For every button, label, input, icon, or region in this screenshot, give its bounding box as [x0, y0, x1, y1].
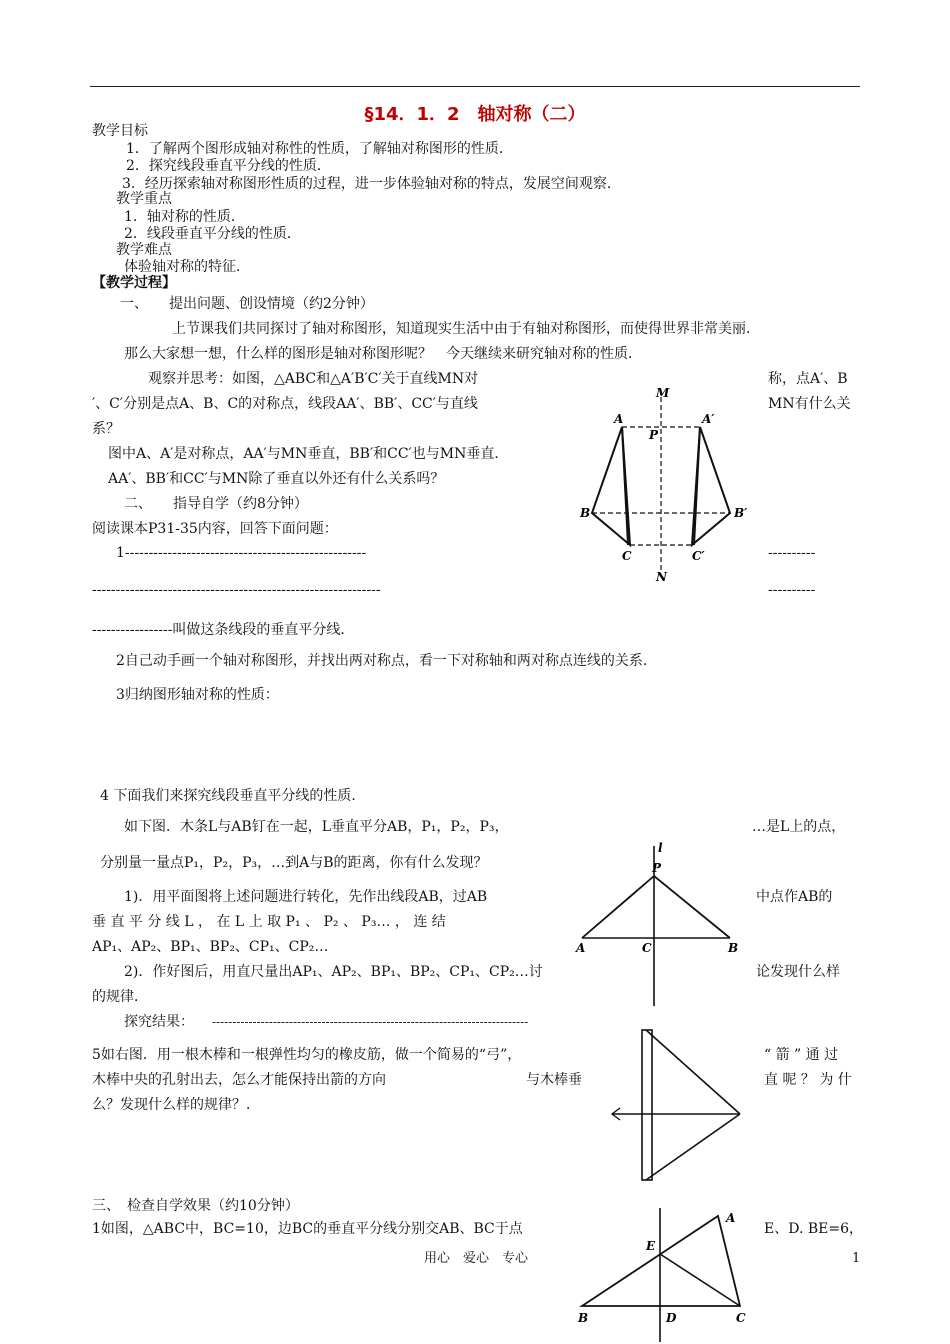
- blank-line: -----------------: [92, 622, 173, 638]
- blank-line: ---------------------------------------------------: [124, 545, 367, 561]
- bow-figure: [600, 1026, 750, 1186]
- question-3: 3归纳图形轴对称的性质：: [116, 687, 279, 703]
- question-4-step: 中点作AB的: [756, 889, 833, 905]
- question-4-step: 的规律．: [92, 989, 148, 1005]
- question-4-paragraph: …是L上的点，: [752, 819, 846, 835]
- question-4-step: 1)．用平面图将上述问题进行转化，先作出线段AB，过AB: [124, 889, 488, 905]
- question-4-step: 垂 直 平 分 线 L ， 在 L 上 取 P₁ 、 P₂ 、 P₃… ， 连 结: [92, 914, 446, 930]
- question-5: 木棒中央的孔射出去，怎么才能保持出箭的方向: [92, 1072, 386, 1088]
- symmetry-figure-abc: [578, 385, 758, 585]
- difficulty-item: 体验轴对称的特征．: [124, 259, 250, 275]
- blank-line: ------------------------------------------------------------------------------: [212, 1015, 529, 1029]
- difficulty-heading: 教学难点: [116, 242, 172, 258]
- label-a: A: [726, 1211, 736, 1225]
- goal-item: 2．探究线段垂直平分线的性质．: [126, 158, 331, 174]
- question-5: “ 箭 ” 通 过: [764, 1047, 839, 1063]
- blank-line: ----------: [768, 582, 816, 598]
- section3-paragraph: E、D. BE=6，: [764, 1221, 863, 1237]
- label-a-prime: A′: [702, 412, 715, 426]
- label-e: E: [646, 1239, 656, 1253]
- label-d: D: [666, 1311, 677, 1325]
- label-b: B: [728, 941, 739, 955]
- label-l: l: [658, 841, 663, 855]
- label-c: C: [642, 941, 652, 955]
- question-4-step: 2)．作好图后，用直尺量出AP₁、AP₂、BP₁、BP₂、CP₁、CP₂…讨: [124, 964, 543, 980]
- header-rule: [90, 86, 860, 87]
- section1-paragraph: 观察并思考：如图，△ABC和△A′B′C′关于直线MN对: [148, 371, 479, 387]
- goals-heading: 教学目标: [92, 123, 148, 139]
- section1-paragraph: 图中A、A′是对称点，AA′与MN垂直，BB′和CC′也与MN垂直．: [108, 446, 509, 462]
- section1-paragraph: 上节课我们共同探讨了轴对称图形，知道现实生活中由于有轴对称图形，而使得世界非常美丽．: [172, 321, 760, 337]
- goal-item: 3．经历探索轴对称图形性质的过程，进一步体验轴对称的特点，发展空间观察．: [122, 176, 621, 192]
- section3-heading: 三、 检查自学效果（约10分钟）: [92, 1198, 299, 1214]
- label-a: A: [614, 412, 624, 426]
- goal-item: 1．了解两个图形成轴对称性的性质，了解轴对称图形的性质．: [126, 141, 513, 157]
- section2-heading: 二、 指导自学（约8分钟）: [124, 496, 308, 512]
- label-m: M: [656, 386, 670, 400]
- label-b-prime: B′: [734, 506, 748, 520]
- question-1-text: 叫做这条线段的垂直平分线．: [172, 622, 355, 638]
- label-c: C: [622, 549, 632, 563]
- blank-line: -------------------------------------------------------------: [92, 582, 381, 598]
- perpendicular-bisector-figure: [572, 838, 742, 1008]
- section1-paragraph: 系？: [92, 421, 120, 437]
- key-point-item: 2．线段垂直平分线的性质．: [124, 226, 301, 242]
- question-4-paragraph: 分别量一量点P₁，P₂，P₃，…到A与B的距离，你有什么发现？: [100, 855, 488, 871]
- question-1-blank: [116, 544, 366, 562]
- question-4-step: AP₁、AP₂、BP₁、BP₂、CP₁、CP₂…: [92, 939, 329, 955]
- question-5: 么？发现什么样的规律？．: [92, 1097, 260, 1113]
- section3-paragraph: 1如图，△ABC中，BC=10，边BC的垂直平分线分别交AB、BC于点: [92, 1221, 523, 1237]
- label-a: A: [576, 941, 586, 955]
- key-points-heading: 教学重点: [116, 191, 172, 207]
- blank-line: ----------: [768, 545, 816, 561]
- question-1-number: 1: [116, 545, 125, 561]
- label-b: B: [580, 506, 591, 520]
- question-4-step: 论发现什么样: [756, 964, 840, 980]
- section1-paragraph: 那么大家想一想，什么样的图形是轴对称图形呢？ 今天继续来研究轴对称的性质．: [124, 346, 642, 362]
- label-c-prime: C′: [692, 549, 705, 563]
- section1-paragraph: 称，点A′、B: [768, 371, 848, 387]
- label-b: B: [578, 1311, 589, 1325]
- label-p: P: [652, 861, 662, 875]
- key-point-item: 1．轴对称的性质．: [124, 209, 245, 225]
- page-title: §14．1．2 轴对称（二）: [364, 104, 586, 125]
- reading-instruction: 阅读课本P31-35内容，回答下面问题：: [92, 521, 338, 537]
- label-p: P: [649, 428, 659, 442]
- question-5: 5如右图．用一根木棒和一根弹性均匀的橡皮筋，做一个简易的“弓”，: [92, 1047, 522, 1063]
- section1-paragraph: ′、C′分别是点A、B、C的对称点，线段AA′、BB′、CC′与直线: [92, 396, 478, 412]
- question-4-paragraph: 如下图．木条L与AB钉在一起，L垂直平分AB，P₁，P₂，P₃，: [124, 819, 509, 835]
- section1-heading: 一、 提出问题、创设情境（约2分钟）: [120, 296, 374, 312]
- process-heading: 【教学过程】: [92, 275, 176, 291]
- question-1-end: [92, 621, 354, 639]
- label-c: C: [736, 1311, 746, 1325]
- triangle-abc-figure: [572, 1204, 760, 1344]
- page-number: 1: [852, 1251, 861, 1266]
- section1-paragraph: AA′、BB′和CC′与MN除了垂直以外还有什么关系吗？: [108, 471, 445, 487]
- question-5: 与木棒垂: [526, 1072, 582, 1088]
- label-n: N: [656, 570, 667, 584]
- question-4: 4 下面我们来探究线段垂直平分线的性质．: [100, 788, 366, 804]
- result-label: 探究结果：: [124, 1014, 194, 1030]
- section1-paragraph: MN有什么关: [768, 396, 851, 412]
- question-2: 2自己动手画一个轴对称图形，并找出两对称点，看一下对称轴和两对称点连线的关系．: [116, 653, 657, 669]
- question-5: 直 呢 ？ 为 什: [764, 1072, 852, 1088]
- footer-motto: 用心 爱心 专心: [424, 1251, 529, 1266]
